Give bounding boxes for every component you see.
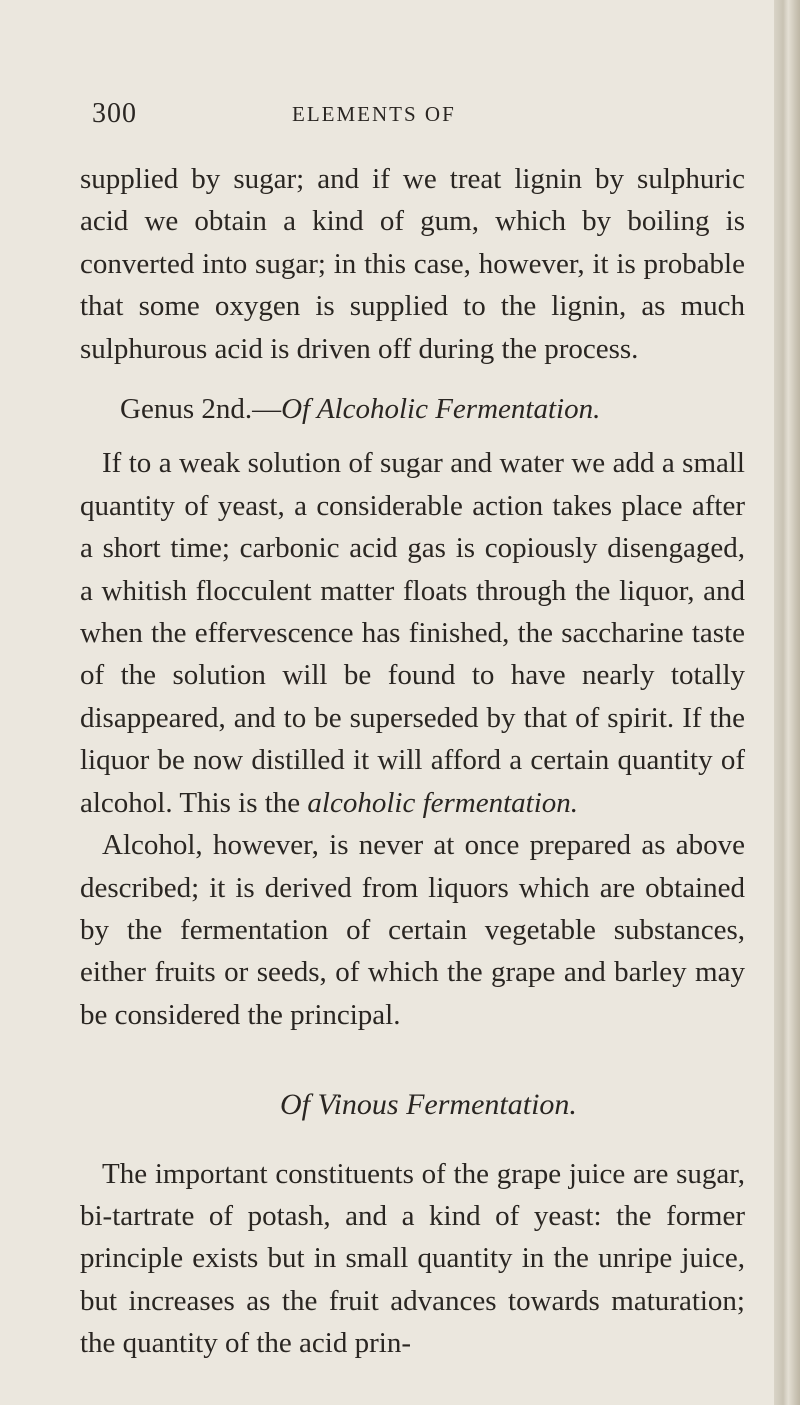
paragraph-continuation: supplied by sugar; and if we treat lignin by sulphuric acid we obtain a kind of gum, which by boiling is converted into sugar; in this case, however, it is probable that some oxygen is supplied to the lignin, as much sulphurous acid is driven off during the process. xyxy=(80,163,745,365)
section-heading xyxy=(80,1084,745,1126)
term-alcoholic-fermentation: alcoholic fermentation. xyxy=(307,786,579,819)
paragraph-vinous: The important constituents of the grape juice are sugar, bi-tartrate of potash, and a kind of yeast: the former principle exists but in small quantity in the unripe juice, but increases as the fruit advances towards maturation; the quantity of the acid prin- xyxy=(80,1157,745,1360)
paragraph-alcoholic xyxy=(80,442,745,824)
genus-title: Of Alcoholic Fermentation. xyxy=(281,393,601,426)
page-edge xyxy=(774,0,800,1405)
paragraph-alcohol: Alcohol, however, is never at once prepared as above described; it is derived from liquors which are obtained by the fermentation of certain vegetable substances, either fruits or seeds, of which the grape and barley may be considered the principal. xyxy=(80,829,745,1031)
paragraph-alcoholic-text: If to a weak solution of sugar and water we add a small quantity of yeast, a considerable action takes place after a short time; carbonic acid gas is copiously disengaged, a whitish flocculent matter floats through the liquor, and when the effervescence has finished, the saccharine taste of the solution will be found to have nearly totally disappeared, and to be superseded by that of spirit. If the liquor be now distilled it will afford a certain quantity of alcohol. This is the xyxy=(80,447,745,819)
running-head: ELEMENTS OF xyxy=(292,102,456,126)
genus-heading xyxy=(80,388,745,430)
section-title: Of Vinous Fermentation. xyxy=(280,1088,577,1122)
genus-prefix: Genus 2nd.— xyxy=(120,393,282,426)
page-header xyxy=(92,98,692,138)
page-number: 300 xyxy=(92,98,137,129)
page-body xyxy=(80,158,745,1365)
